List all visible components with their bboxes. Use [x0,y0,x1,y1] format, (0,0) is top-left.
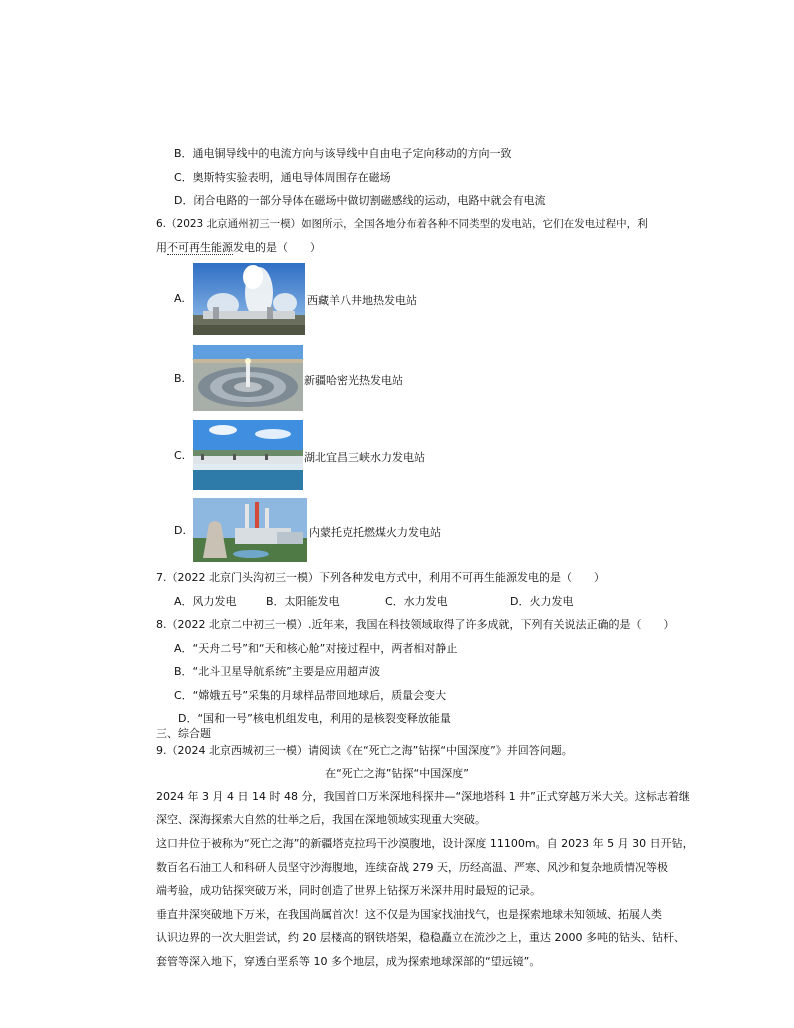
q9-passage-title: 在“死亡之海”钻探“中国深度” [325,767,469,780]
coal-power-plant-photo [193,498,307,562]
q7-option-d: D．火力发电 [510,595,574,608]
q6-option-b-caption: 新疆哈密光热发电站 [304,374,403,387]
solar-thermal-plant-photo [193,345,303,411]
q6-option-d-letter: D. [174,524,186,537]
q6-emphasis-dotted: 不可再生能源 [167,241,233,254]
q7-stem: 7.（2022 北京门头沟初三一模）下列各种发电方式中，利用不可再生能源发电的是（ ） [156,571,605,584]
q6-option-c-caption: 湖北宜昌三峡水力发电站 [304,451,425,464]
q9-passage-line: 端考验，成功钻探突破万米，同时创造了世界上钻探万米深井用时最短的记录。 [156,884,541,897]
q6-stem-pre: 用 [156,241,167,254]
q9-passage-line: 套管等深入地下，穿透白垩系等 10 多个地层，成为探索地球深部的“望远镜”。 [156,955,541,968]
q9-passage-line: 深空、深海探索大自然的壮举之后，我国在深地领域实现重大突破。 [156,813,486,826]
hydro-dam-photo [193,420,303,490]
q9-passage-line: 数百名石油工人和科研人员坚守沙海腹地，连续奋战 279 天，历经高温、严寒、风沙和复杂地质情况等极 [156,861,668,874]
q9-stem: 9.（2024 北京西城初三一模）请阅读《在“死亡之海”钻探“中国深度”》并回答问题。 [156,744,573,757]
q9-passage-line: 这口井位于被称为“死亡之海”的新疆塔克拉玛干沙漠腹地，设计深度 11100m。自 2023 年 5 月 30 日开钻， [156,837,694,850]
q6-option-c-letter: C. [174,449,186,462]
q8-option-a: A．“天舟二号”和“天和核心舱”对接过程中，两者相对静止 [174,642,458,655]
q8-option-b: B．“北斗卫星导航系统”主要是应用超声波 [174,665,380,678]
q8-option-c: C．“嫦娥五号”采集的月球样品带回地球后，质量会变大 [174,689,447,702]
q6-stem-line1: 6.（2023 北京通州初三一模）如图所示，全国各地分布着各种不同类型的发电站，它们在发电过程中，利 [156,218,648,230]
q9-passage-line: 认识边界的一次大胆尝试，约 20 层楼高的钢铁塔架，稳稳矗立在流沙之上，重达 2000 多吨的钻头、钻杆、 [156,931,685,944]
q8-stem: 8.（2022 北京二中初三一模）.近年来，我国在科技领域取得了许多成就，下列有关说法正确的是（ ） [156,618,675,631]
q7-option-a: A．风力发电 [174,595,237,608]
q7-option-c: C．水力发电 [385,595,448,608]
q5-option-c: C．奥斯特实验表明，通电导体周围存在磁场 [174,171,391,184]
q8-option-d: D．“国和一号”核电机组发电，利用的是核裂变释放能量 [178,712,451,725]
q9-passage-line: 垂直井深突破地下万米，在我国尚属首次！这不仅是为国家找油找气，也是探索地球未知领域、拓展人类 [156,908,662,921]
q6-option-a-caption: 西藏羊八井地热发电站 [307,294,417,307]
q7-option-b: B．太阳能发电 [266,595,340,608]
geothermal-plant-photo [193,263,305,335]
q5-option-d: D．闭合电路的一部分导体在磁场中做切割磁感线的运动，电路中就会有电流 [174,194,546,207]
section-heading: 三、综合题 [156,727,211,740]
q6-option-b-letter: B. [174,372,186,385]
q9-passage-line: 2024 年 3 月 4 日 14 时 48 分，我国首口万米深地科探井—“深地塔科 1 井”正式穿越万米大关。这标志着继 [156,790,690,803]
q6-option-d-caption: 内蒙托克托燃煤火力发电站 [309,526,441,539]
q6-option-a-letter: A. [174,292,185,305]
q6-stem-line2 [156,240,321,256]
q6-stem-post: 发电的是（ ） [233,241,321,254]
q5-option-b: B．通电铜导线中的电流方向与该导线中自由电子定向移动的方向一致 [174,147,512,160]
